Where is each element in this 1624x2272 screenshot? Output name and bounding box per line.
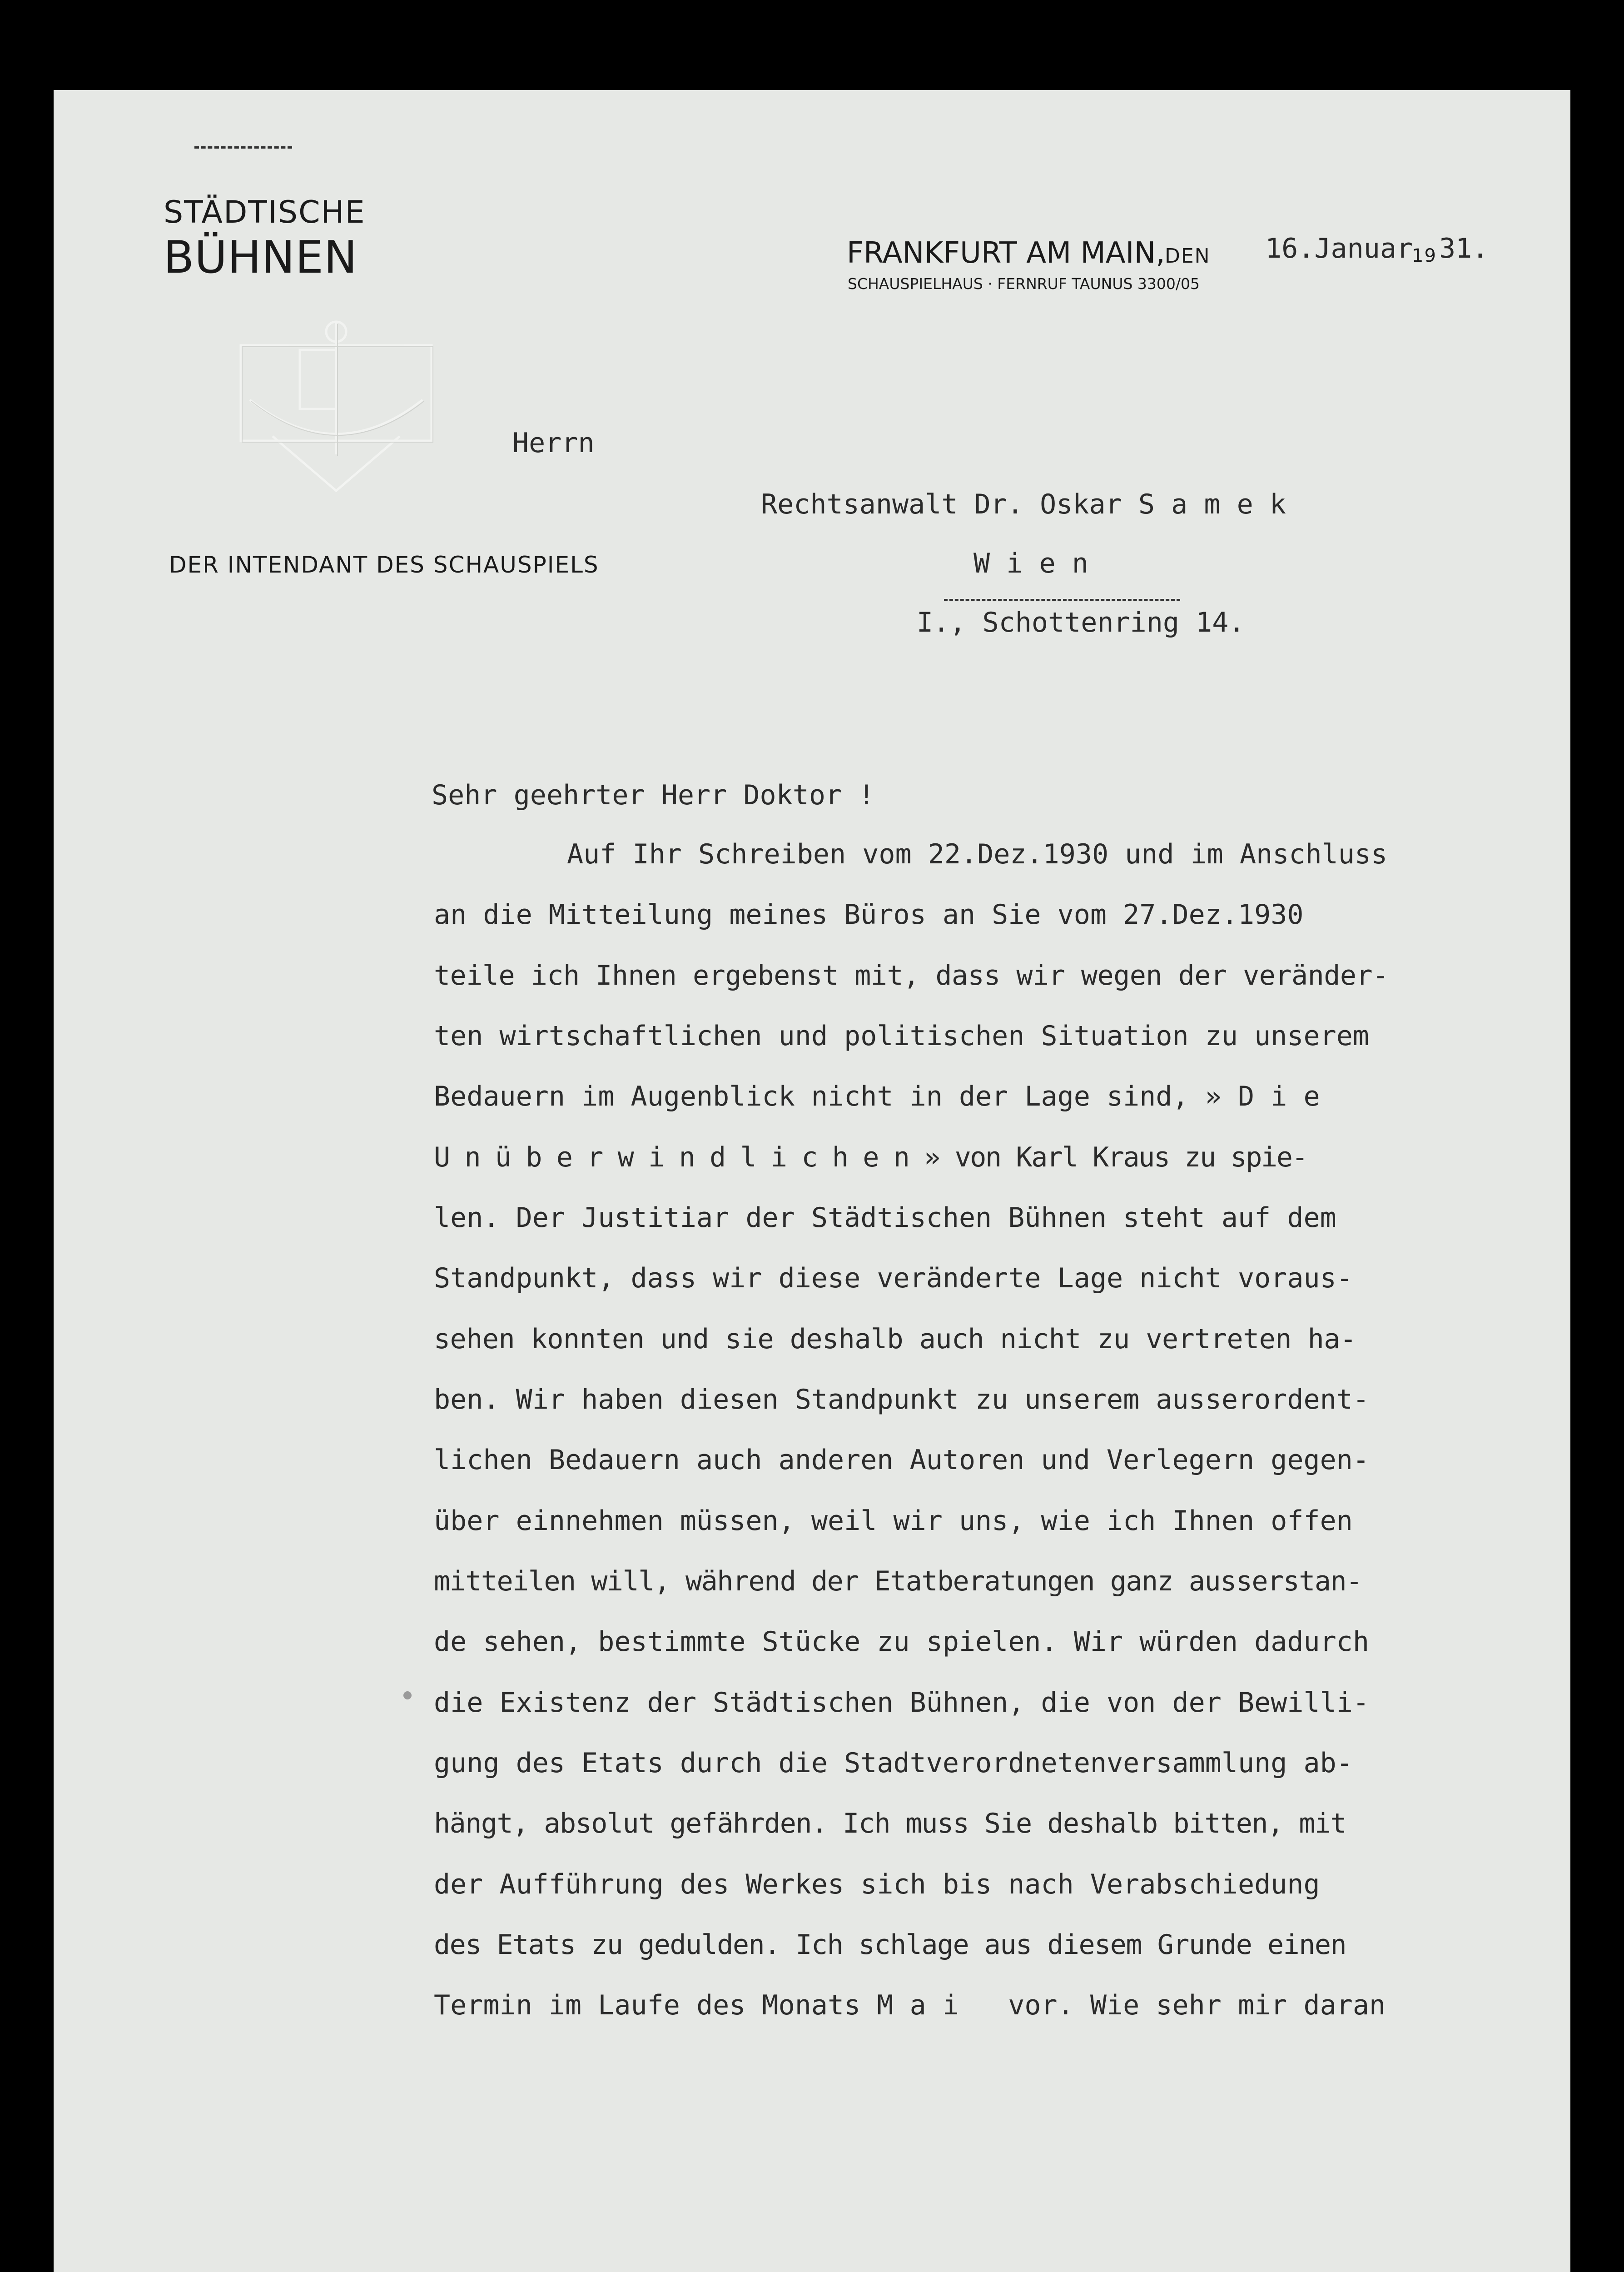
body-line: lichen Bedauern auch anderen Autoren und Verlegern gegen-	[434, 1444, 1370, 1476]
punch-hole-mark	[403, 1691, 412, 1699]
body-line: Auf Ihr Schreiben vom 22.Dez.1930 und im Anschluss	[567, 838, 1388, 870]
recipient-city-underline	[944, 599, 1180, 601]
body-line: Termin im Laufe des Monats M a i vor. Wie sehr mir daran	[434, 1989, 1386, 2021]
letter-greeting: Sehr geehrter Herr Doktor !	[432, 779, 875, 811]
body-line: ten wirtschaftlichen und politischen Situation zu unserem	[434, 1020, 1370, 1052]
letterhead-org-line1: STÄDTISCHE	[164, 194, 366, 230]
recipient-street: I., Schottenring 14.	[917, 607, 1245, 638]
body-line: hängt, absolut gefährden. Ich muss Sie deshalb bitten, mit	[434, 1808, 1346, 1839]
recipient-city: W i e n	[973, 548, 1088, 579]
body-line: len. Der Justitiar der Städtischen Bühnen steht auf dem	[434, 1202, 1336, 1234]
body-line: ben. Wir haben diesen Standpunkt zu unserem ausserordent-	[434, 1384, 1370, 1415]
body-line: Standpunkt, dass wir diese veränderte Lage nicht voraus-	[434, 1262, 1353, 1294]
letterhead-contact: SCHAUSPIELHAUS · FERNRUF TAUNUS 3300/05	[848, 275, 1200, 293]
date-year-prefix: 19	[1412, 245, 1437, 266]
body-line: an die Mitteilung meines Büros an Sie vom 27.Dez.1930	[434, 899, 1304, 931]
body-line: mitteilen will, während der Etatberatungen ganz ausserstan-	[434, 1565, 1362, 1597]
body-line: die Existenz der Städtischen Bühnen, die von der Bewilli-	[434, 1687, 1370, 1719]
recipient-name: Rechtsanwalt Dr. Oskar S a m e k	[761, 488, 1286, 520]
date-day-month: 16.Januar	[1265, 233, 1413, 264]
body-line: Bedauern im Augenblick nicht in der Lage sind, » D i e	[434, 1081, 1320, 1112]
letterhead-department: DER INTENDANT DES SCHAUSPIELS	[169, 552, 599, 578]
body-line: des Etats zu gedulden. Ich schlage aus diesem Grunde einen	[434, 1929, 1346, 1961]
letterhead-den-label: DEN	[1165, 244, 1211, 268]
top-margin-dash-mark	[194, 146, 292, 149]
recipient-salutation: Herrn	[512, 427, 595, 459]
body-line: gung des Etats durch die Stadtverordnetenversammlung ab-	[434, 1747, 1353, 1779]
body-line: U n ü b e r w i n d l i c h e n » von Karl Kraus zu spie-	[434, 1141, 1307, 1173]
letterhead-org-line2: BÜHNEN	[164, 232, 358, 284]
date-year: 31.	[1439, 233, 1489, 264]
body-line: über einnehmen müssen, weil wir uns, wie ich Ihnen offen	[434, 1505, 1353, 1537]
letterhead-city: FRANKFURT AM MAIN,	[847, 236, 1165, 270]
body-line: sehen konnten und sie deshalb auch nicht zu vertreten ha-	[434, 1323, 1356, 1355]
body-line: teile ich Ihnen ergebenst mit, dass wir wegen der veränder-	[434, 960, 1389, 992]
body-line: der Aufführung des Werkes sich bis nach Verabschiedung	[434, 1868, 1320, 1900]
embossed-emblem-icon	[232, 318, 445, 495]
body-line: de sehen, bestimmte Stücke zu spielen. Wir würden dadurch	[434, 1626, 1370, 1658]
